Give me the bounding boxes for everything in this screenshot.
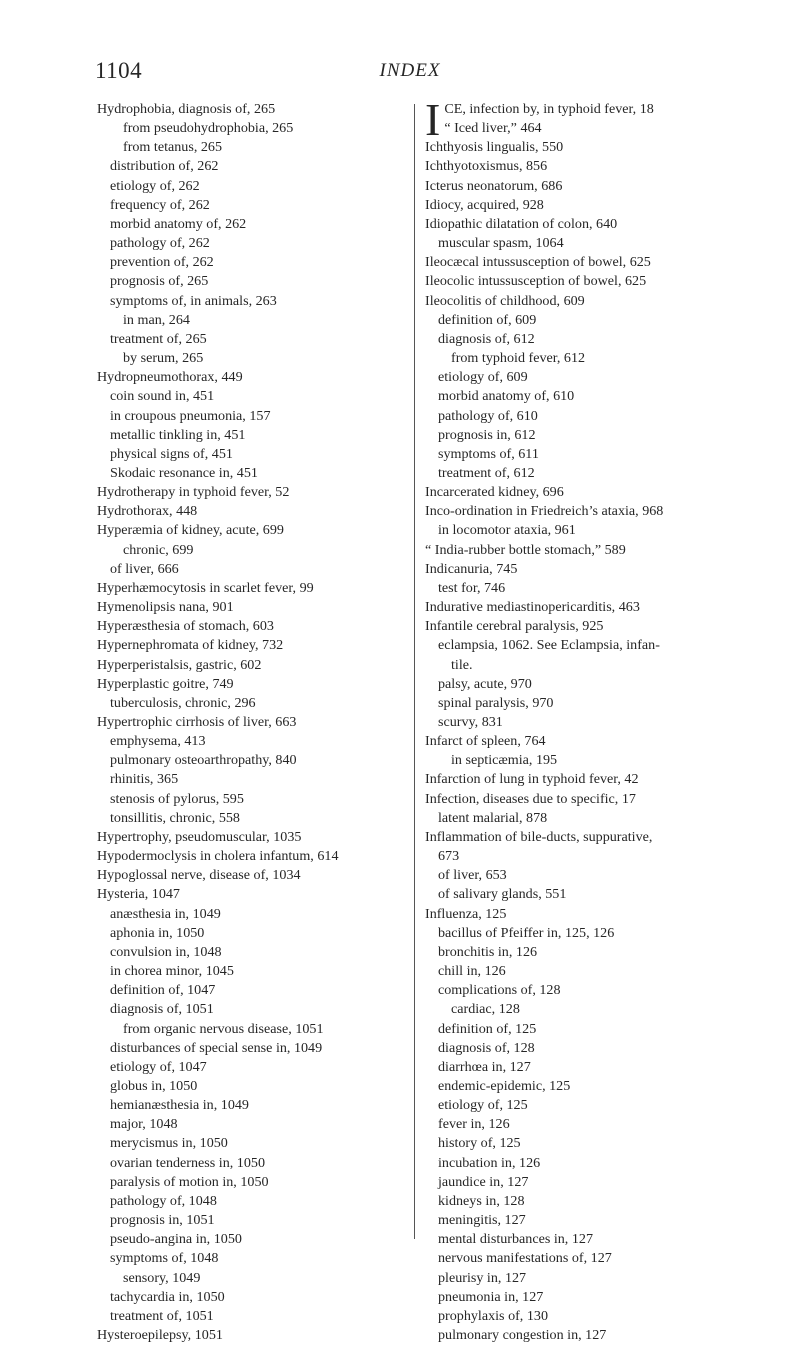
index-entry: Hypoglossal nerve, disease of, 1034 — [97, 867, 301, 884]
index-entry: prognosis of, 265 — [110, 273, 209, 290]
index-entry: Hyperperistalsis, gastric, 602 — [97, 656, 262, 673]
index-entry: anæsthesia in, 1049 — [110, 905, 221, 922]
index-entry: major, 1048 — [110, 1116, 178, 1133]
index-entry: coin sound in, 451 — [110, 388, 215, 405]
index-entry: in croupous pneumonia, 157 — [110, 407, 271, 424]
index-entry: Hypertrophy, pseudomuscular, 1035 — [97, 828, 302, 845]
index-entry: stenosis of pylorus, 595 — [110, 790, 244, 807]
index-entry: palsy, acute, 970 — [438, 675, 532, 692]
index-entry: tonsillitis, chronic, 558 — [110, 809, 240, 826]
index-entry: rhinitis, 365 — [110, 771, 179, 788]
index-entry: Skodaic resonance in, 451 — [110, 464, 258, 481]
index-entry: Hydropneumothorax, 449 — [97, 369, 243, 386]
index-entry: latent malarial, 878 — [438, 809, 548, 826]
index-entry: Hypernephromata of kidney, 732 — [97, 637, 284, 654]
section-opening — [425, 94, 770, 145]
index-entry: Influenza, 125 — [425, 905, 507, 922]
index-entry: from tetanus, 265 — [123, 139, 223, 156]
right-index-column — [425, 94, 770, 1345]
index-entry: diagnosis of, 128 — [438, 1039, 535, 1056]
index-entry: Ichthyotoxismus, 856 — [425, 158, 548, 175]
index-entry: pathology of, 262 — [110, 235, 210, 252]
index-entry: pathology of, 610 — [438, 407, 538, 424]
index-entry: metallic tinkling in, 451 — [110, 426, 246, 443]
index-entry: prognosis in, 1051 — [110, 1212, 215, 1229]
index-entry: in locomotor ataxia, 961 — [438, 522, 576, 539]
index-entry: endemic-epidemic, 125 — [438, 1077, 571, 1094]
index-entry: mental disturbances in, 127 — [438, 1231, 593, 1248]
index-entry: kidneys in, 128 — [438, 1192, 525, 1209]
right-entries — [425, 138, 770, 1345]
index-entry: prophylaxis of, 130 — [438, 1307, 548, 1324]
index-entry: pleurisy in, 127 — [438, 1269, 527, 1286]
index-entry: symptoms of, in animals, 263 — [110, 292, 277, 309]
index-entry: “ India-rubber bottle stomach,” 589 — [425, 541, 626, 558]
index-entry: treatment of, 265 — [110, 330, 207, 347]
index-entry: Hysteria, 1047 — [97, 886, 180, 903]
index-entry: pathology of, 1048 — [110, 1192, 217, 1209]
index-entry: symptoms of, 1048 — [110, 1250, 219, 1267]
index-entry: eclampsia, 1062. See Eclampsia, infan- — [438, 637, 660, 654]
index-entry: diarrhœa in, 127 — [438, 1058, 531, 1075]
index-entry: Hypodermoclysis in cholera infantum, 614 — [97, 848, 339, 865]
index-entry: disturbances of special sense in, 1049 — [110, 1039, 323, 1056]
index-entry: diagnosis of, 612 — [438, 330, 535, 347]
index-entry: Infarct of spleen, 764 — [425, 733, 546, 750]
index-entry: jaundice in, 127 — [438, 1173, 529, 1190]
index-entry: emphysema, 413 — [110, 733, 206, 750]
index-entry: treatment of, 612 — [438, 464, 535, 481]
page-number: 1104 — [95, 58, 143, 83]
index-entry: of salivary glands, 551 — [438, 886, 567, 903]
index-entry: paralysis of motion in, 1050 — [110, 1173, 269, 1190]
index-entry: prevention of, 262 — [110, 254, 214, 271]
index-entry: Icterus neonatorum, 686 — [425, 177, 563, 194]
index-entry: Hymenolipsis nana, 901 — [97, 599, 234, 616]
index-entry: pulmonary congestion in, 127 — [438, 1327, 607, 1343]
index-entry: meningitis, 127 — [438, 1212, 526, 1229]
index-entry: Inco-ordination in Friedreich’s ataxia, 968 — [425, 503, 664, 520]
index-entry: distribution of, 262 — [110, 158, 219, 175]
index-entry: morbid anatomy of, 262 — [110, 215, 247, 232]
index-entry: prognosis in, 612 — [438, 426, 536, 443]
index-entry: sensory, 1049 — [123, 1269, 201, 1286]
index-entry: Hyperhæmocytosis in scarlet fever, 99 — [97, 579, 314, 596]
index-entry: frequency of, 262 — [110, 196, 210, 213]
index-entry: Hypertrophic cirrhosis of liver, 663 — [97, 714, 297, 730]
index-entry: cardiac, 128 — [451, 1001, 520, 1018]
index-entry: Ichthyosis lingualis, 550 — [425, 139, 564, 156]
index-entry: pulmonary osteoarthropathy, 840 — [110, 752, 297, 769]
index-entry: Infarction of lung in typhoid fever, 42 — [425, 771, 639, 788]
index-entry: Hyperæsthesia of stomach, 603 — [97, 618, 274, 635]
index-entry: tile. — [451, 656, 473, 673]
index-entry: Hysteroepilepsy, 1051 — [97, 1327, 223, 1343]
index-entry: spinal paralysis, 970 — [438, 694, 554, 711]
index-entry: Hydrophobia, diagnosis of, 265 — [97, 101, 276, 117]
index-entry: scurvy, 831 — [438, 714, 503, 730]
index-entry: nervous manifestations of, 127 — [438, 1250, 612, 1267]
index-entry: in septicæmia, 195 — [451, 752, 558, 769]
index-entry: etiology of, 1047 — [110, 1058, 207, 1075]
left-index-column — [97, 100, 410, 1345]
index-entry: etiology of, 262 — [110, 177, 200, 194]
index-entry: complications of, 128 — [438, 982, 561, 999]
index-entry: bronchitis in, 126 — [438, 943, 538, 960]
index-entry: “ Iced liver,” 464 — [444, 120, 542, 137]
index-entry: tachycardia in, 1050 — [110, 1288, 225, 1305]
index-entry: definition of, 609 — [438, 311, 537, 328]
index-entry: pseudo-angina in, 1050 — [110, 1231, 242, 1248]
column-divider — [414, 104, 415, 1239]
index-entry: treatment of, 1051 — [110, 1307, 214, 1324]
index-entry: physical signs of, 451 — [110, 445, 233, 462]
drop-cap: I — [425, 94, 441, 145]
running-head: INDEX — [379, 60, 441, 81]
index-entry: definition of, 1047 — [110, 982, 216, 999]
index-entry: pneumonia in, 127 — [438, 1288, 544, 1305]
index-entry: bacillus of Pfeiffer in, 125, 126 — [438, 924, 615, 941]
index-entry: in chorea minor, 1045 — [110, 963, 234, 980]
index-entry: from organic nervous disease, 1051 — [123, 1020, 324, 1037]
index-entry: symptoms of, 611 — [438, 445, 539, 462]
index-entry: Ileocolitis of childhood, 609 — [425, 292, 585, 309]
index-entry: from pseudohydrophobia, 265 — [123, 120, 294, 137]
index-entry: etiology of, 125 — [438, 1097, 528, 1114]
index-entry: ovarian tenderness in, 1050 — [110, 1154, 265, 1171]
index-entry: diagnosis of, 1051 — [110, 1001, 214, 1018]
index-entry: Hydrothorax, 448 — [97, 503, 198, 520]
index-entry: hemianæsthesia in, 1049 — [110, 1097, 249, 1114]
index-entry: Hydrotherapy in typhoid fever, 52 — [97, 484, 290, 501]
index-entry: of liver, 666 — [110, 560, 179, 577]
index-entry: from typhoid fever, 612 — [451, 350, 586, 367]
index-entry: by serum, 265 — [123, 350, 204, 367]
index-entry: chronic, 699 — [123, 541, 194, 558]
index-entry: Ileocolic intussusception of bowel, 625 — [425, 273, 647, 290]
index-entry: CE, infection by, in typhoid fever, 18 — [444, 101, 654, 117]
index-entry: convulsion in, 1048 — [110, 943, 222, 960]
index-entry: Idiopathic dilatation of colon, 640 — [425, 215, 618, 232]
index-entry: muscular spasm, 1064 — [438, 235, 564, 252]
index-entry: incubation in, 126 — [438, 1154, 541, 1171]
index-entry: aphonia in, 1050 — [110, 924, 205, 941]
index-entry: Incarcerated kidney, 696 — [425, 484, 564, 501]
index-entry: Infection, diseases due to specific, 17 — [425, 790, 636, 807]
index-entry: Infantile cerebral paralysis, 925 — [425, 618, 604, 635]
index-entry: of liver, 653 — [438, 867, 507, 884]
index-entry: Hyperæmia of kidney, acute, 699 — [97, 522, 284, 539]
index-entry: 673 — [438, 848, 460, 865]
index-entry: tuberculosis, chronic, 296 — [110, 694, 256, 711]
index-entry: globus in, 1050 — [110, 1077, 198, 1094]
index-entry: morbid anatomy of, 610 — [438, 388, 575, 405]
index-entry: chill in, 126 — [438, 963, 506, 980]
index-entry: Inflammation of bile-ducts, suppurative, — [425, 828, 653, 845]
index-entry: Indicanuria, 745 — [425, 560, 518, 577]
index-entry: Hyperplastic goitre, 749 — [97, 675, 234, 692]
index-entry: etiology of, 609 — [438, 369, 528, 386]
index-entry: definition of, 125 — [438, 1020, 537, 1037]
index-entry: Ileocæcal intussusception of bowel, 625 — [425, 254, 651, 271]
index-entry: merycismus in, 1050 — [110, 1135, 228, 1152]
index-entry: in man, 264 — [123, 311, 190, 328]
index-entry: Idiocy, acquired, 928 — [425, 196, 544, 213]
index-entry: test for, 746 — [438, 579, 506, 596]
index-entry: fever in, 126 — [438, 1116, 510, 1133]
index-entry: Indurative mediastinopericarditis, 463 — [425, 599, 640, 616]
index-entry: history of, 125 — [438, 1135, 521, 1152]
